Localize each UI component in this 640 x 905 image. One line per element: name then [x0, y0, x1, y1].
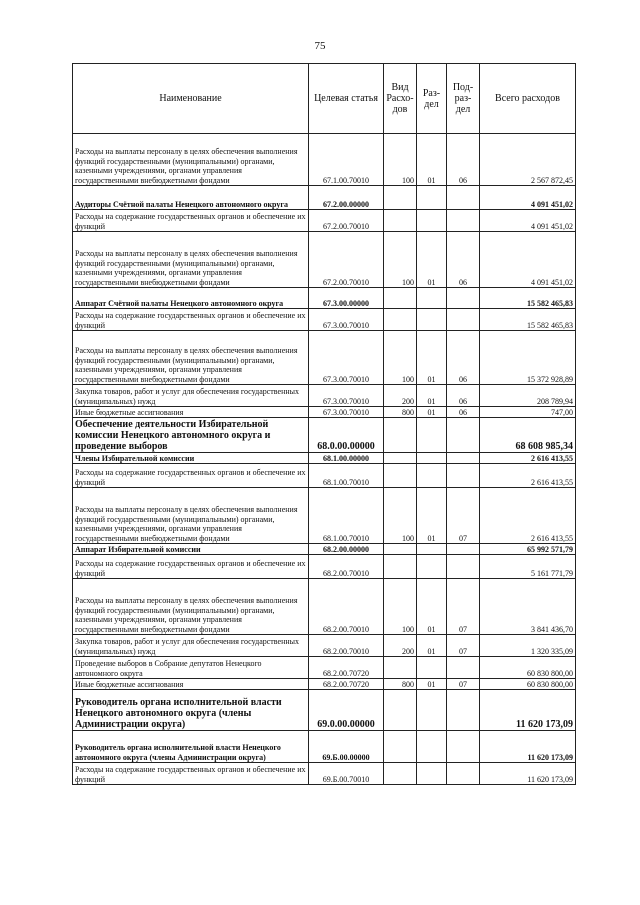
row-target: 67.2.00.70010 [309, 210, 384, 232]
row-total: 11 620 173,09 [480, 690, 576, 731]
row-section [417, 464, 447, 488]
row-subsection [447, 186, 480, 210]
row-type: 100 [384, 579, 417, 635]
header-target: Целевая статья [309, 64, 384, 134]
row-subsection [447, 763, 480, 785]
row-section [417, 657, 447, 679]
row-target: 68.1.00.70010 [309, 488, 384, 544]
row-name: Обеспечение деятельности Избирательной комиссии Ненецкого автономного округа и проведение выборов [73, 418, 309, 453]
table-row [73, 210, 576, 232]
row-section: 01 [417, 635, 447, 657]
row-section [417, 731, 447, 763]
header-total: Всего расходов [480, 64, 576, 134]
row-type [384, 657, 417, 679]
row-subsection: 07 [447, 579, 480, 635]
row-type [384, 464, 417, 488]
row-subsection [447, 544, 480, 555]
row-target: 67.2.00.00000 [309, 186, 384, 210]
row-name: Расходы на содержание государственных органов и обеспечение их функций [73, 309, 309, 331]
table-row [73, 288, 576, 309]
row-total: 15 372 928,89 [480, 331, 576, 385]
row-type [384, 731, 417, 763]
row-section [417, 288, 447, 309]
row-target: 68.2.00.70010 [309, 635, 384, 657]
row-total: 60 830 800,00 [480, 657, 576, 679]
row-section: 01 [417, 407, 447, 418]
row-type: 200 [384, 635, 417, 657]
table-header-row [73, 64, 576, 134]
row-target: 68.0.00.00000 [309, 418, 384, 453]
row-type [384, 544, 417, 555]
row-type [384, 690, 417, 731]
table-row [73, 555, 576, 579]
row-type [384, 555, 417, 579]
row-name: Расходы на содержание государственных органов и обеспечение их функций [73, 464, 309, 488]
row-target: 68.1.00.70010 [309, 464, 384, 488]
row-name: Аппарат Счётной палаты Ненецкого автономного округа [73, 288, 309, 309]
row-subsection: 07 [447, 679, 480, 690]
row-target: 68.2.00.70010 [309, 555, 384, 579]
table-row [73, 763, 576, 785]
row-total: 2 616 413,55 [480, 488, 576, 544]
row-type: 100 [384, 134, 417, 186]
row-section: 01 [417, 331, 447, 385]
row-target: 67.3.00.70010 [309, 331, 384, 385]
row-section: 01 [417, 679, 447, 690]
row-total: 4 091 451,02 [480, 232, 576, 288]
row-target: 67.3.00.00000 [309, 288, 384, 309]
row-subsection [447, 555, 480, 579]
row-type: 100 [384, 488, 417, 544]
row-section [417, 763, 447, 785]
row-name: Расходы на содержание государственных органов и обеспечение их функций [73, 210, 309, 232]
row-name: Аппарат Избирательной комиссии [73, 544, 309, 555]
table-row [73, 488, 576, 544]
header-section: Раз-дел [417, 64, 447, 134]
row-subsection [447, 464, 480, 488]
table-row [73, 309, 576, 331]
row-subsection [447, 418, 480, 453]
row-subsection: 06 [447, 232, 480, 288]
row-target: 68.2.00.70010 [309, 579, 384, 635]
row-total: 11 620 173,09 [480, 731, 576, 763]
row-subsection [447, 657, 480, 679]
row-subsection [447, 731, 480, 763]
table-row [73, 407, 576, 418]
row-name: Расходы на выплаты персоналу в целях обеспечения выполнения функций государственными (муниципальными) органами, казенными учреждениями, органами управления государственными внебюджетными фондами [73, 488, 309, 544]
row-target: 68.2.00.00000 [309, 544, 384, 555]
row-subsection [447, 210, 480, 232]
row-total: 15 582 465,83 [480, 288, 576, 309]
row-name: Руководитель органа исполнительной власти Ненецкого автономного округа (члены Администрации округа) [73, 731, 309, 763]
row-section [417, 418, 447, 453]
row-subsection: 06 [447, 385, 480, 407]
row-target: 68.2.00.70720 [309, 657, 384, 679]
row-section: 01 [417, 579, 447, 635]
row-name: Расходы на содержание государственных органов и обеспечение их функций [73, 763, 309, 785]
row-name: Члены Избирательной комиссии [73, 453, 309, 464]
row-name: Расходы на выплаты персоналу в целях обеспечения выполнения функций государственными (муниципальными) органами, казенными учреждениями, органами управления государственными внебюджетными фондами [73, 134, 309, 186]
row-name: Руководитель органа исполнительной власти Ненецкого автономного округа (члены Администрации округа) [73, 690, 309, 731]
row-target: 67.1.00.70010 [309, 134, 384, 186]
row-subsection [447, 309, 480, 331]
row-section [417, 690, 447, 731]
row-section [417, 210, 447, 232]
row-name: Закупка товаров, работ и услуг для обеспечения государственных (муниципальных) нужд [73, 385, 309, 407]
row-type [384, 763, 417, 785]
row-name: Расходы на выплаты персоналу в целях обеспечения выполнения функций государственными (муниципальными) органами, казенными учреждениями, органами управления государственными внебюджетными фондами [73, 579, 309, 635]
row-total: 11 620 173,09 [480, 763, 576, 785]
row-type [384, 309, 417, 331]
header-type: Вид Расхо-дов [384, 64, 417, 134]
row-type [384, 288, 417, 309]
row-section [417, 544, 447, 555]
row-total: 208 789,94 [480, 385, 576, 407]
row-type [384, 418, 417, 453]
row-target: 68.2.00.70720 [309, 679, 384, 690]
row-name: Проведение выборов в Собрание депутатов Ненецкого автономного округа [73, 657, 309, 679]
row-target: 67.3.00.70010 [309, 407, 384, 418]
row-section [417, 309, 447, 331]
table-row [73, 635, 576, 657]
row-type: 100 [384, 331, 417, 385]
table-row [73, 679, 576, 690]
table-row [73, 690, 576, 731]
table-row [73, 232, 576, 288]
row-name: Иные бюджетные ассигнования [73, 407, 309, 418]
row-section [417, 453, 447, 464]
row-type [384, 210, 417, 232]
row-subsection [447, 690, 480, 731]
row-subsection: 06 [447, 331, 480, 385]
row-type [384, 186, 417, 210]
row-subsection [447, 453, 480, 464]
row-target: 69.0.00.00000 [309, 690, 384, 731]
row-section: 01 [417, 232, 447, 288]
row-subsection: 07 [447, 635, 480, 657]
budget-table [72, 63, 576, 785]
row-total: 4 091 451,02 [480, 186, 576, 210]
row-total: 747,00 [480, 407, 576, 418]
row-target: 67.2.00.70010 [309, 232, 384, 288]
row-section: 01 [417, 134, 447, 186]
table-row [73, 579, 576, 635]
row-subsection [447, 288, 480, 309]
table-row [73, 453, 576, 464]
row-name: Закупка товаров, работ и услуг для обеспечения государственных (муниципальных) нужд [73, 635, 309, 657]
row-type: 200 [384, 385, 417, 407]
row-target: 67.3.00.70010 [309, 385, 384, 407]
page-number: 75 [314, 40, 326, 52]
row-target: 69.Б.00.00000 [309, 731, 384, 763]
row-total: 4 091 451,02 [480, 210, 576, 232]
row-total: 5 161 771,79 [480, 555, 576, 579]
row-total: 65 992 571,79 [480, 544, 576, 555]
table-row [73, 186, 576, 210]
row-target: 68.1.00.00000 [309, 453, 384, 464]
row-section: 01 [417, 385, 447, 407]
row-name: Иные бюджетные ассигнования [73, 679, 309, 690]
row-target: 69.Б.00.70010 [309, 763, 384, 785]
row-total: 3 841 436,70 [480, 579, 576, 635]
table-row [73, 657, 576, 679]
row-name: Расходы на выплаты персоналу в целях обеспечения выполнения функций государственными (муниципальными) органами, казенными учреждениями, органами управления государственными внебюджетными фондами [73, 331, 309, 385]
row-total: 1 320 335,09 [480, 635, 576, 657]
row-total: 2 567 872,45 [480, 134, 576, 186]
header-subsection: Под-раз-дел [447, 64, 480, 134]
row-total: 2 616 413,55 [480, 464, 576, 488]
row-name: Аудиторы Счётной палаты Ненецкого автономного округа [73, 186, 309, 210]
row-total: 15 582 465,83 [480, 309, 576, 331]
table-row [73, 418, 576, 453]
table-row [73, 544, 576, 555]
row-total: 2 616 413,55 [480, 453, 576, 464]
row-subsection: 06 [447, 407, 480, 418]
row-subsection: 07 [447, 488, 480, 544]
row-section [417, 555, 447, 579]
row-section: 01 [417, 488, 447, 544]
row-type [384, 453, 417, 464]
row-target: 67.3.00.70010 [309, 309, 384, 331]
row-subsection: 06 [447, 134, 480, 186]
row-section [417, 186, 447, 210]
table-row [73, 385, 576, 407]
table-row [73, 331, 576, 385]
header-name: Наименование [73, 64, 309, 134]
table-row [73, 134, 576, 186]
row-name: Расходы на содержание государственных органов и обеспечение их функций [73, 555, 309, 579]
row-type: 100 [384, 232, 417, 288]
row-type: 800 [384, 679, 417, 690]
row-name: Расходы на выплаты персоналу в целях обеспечения выполнения функций государственными (муниципальными) органами, казенными учреждениями, органами управления государственными внебюджетными фондами [73, 232, 309, 288]
table-row [73, 731, 576, 763]
row-total: 68 608 985,34 [480, 418, 576, 453]
table-row [73, 464, 576, 488]
row-total: 60 830 800,00 [480, 679, 576, 690]
row-type: 800 [384, 407, 417, 418]
